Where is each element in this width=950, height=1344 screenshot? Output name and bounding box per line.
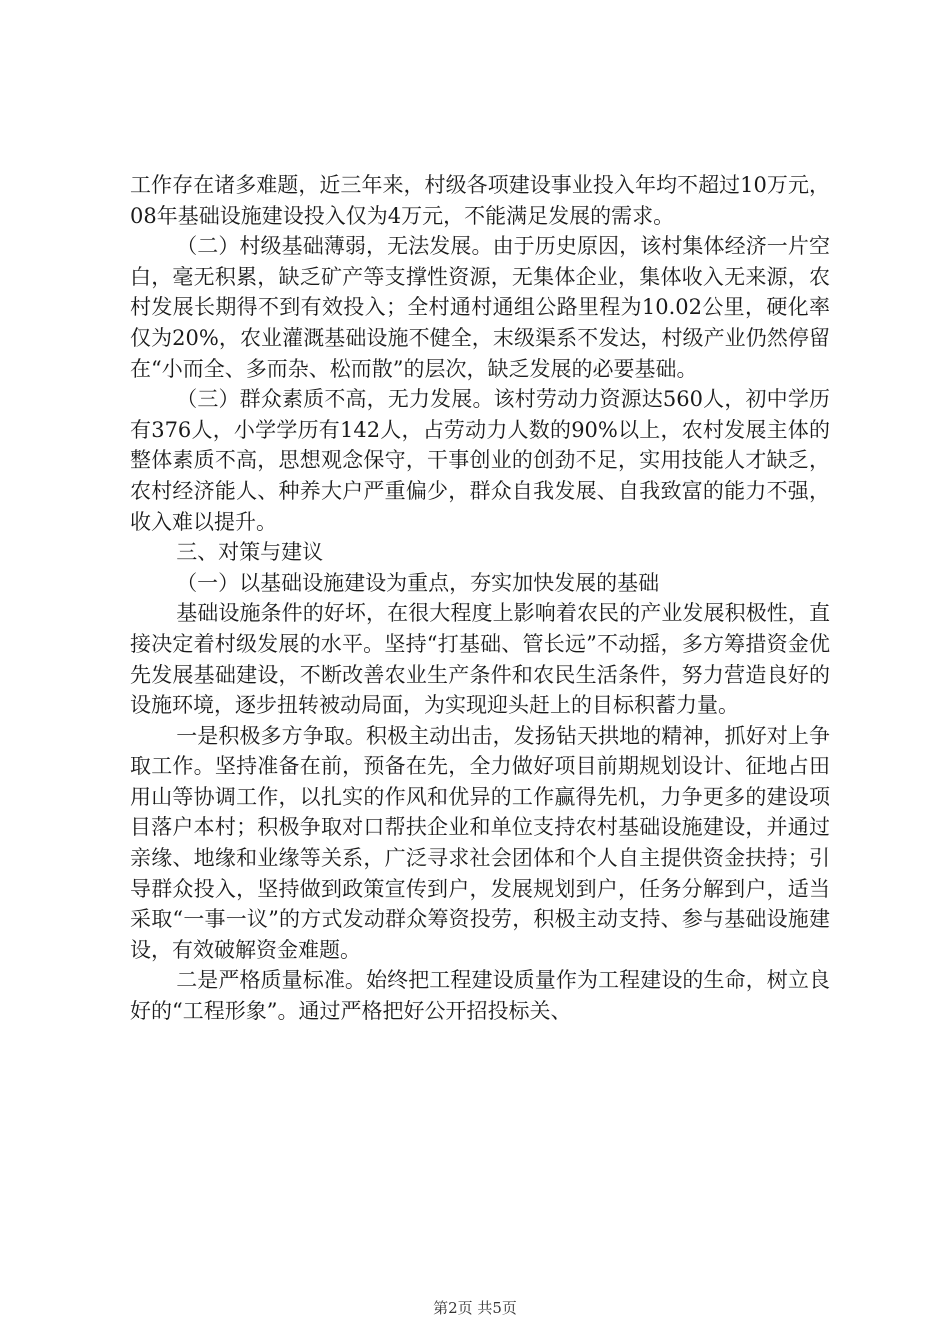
subheading-infrastructure: （一）以基础设施建设为重点，夯实加快发展的基础: [176, 570, 660, 595]
paragraph-point-2: 二是严格质量标准。始终把工程建设质量作为工程建设的生命，树立良好的“工程形象”。通过严格把好公开招投标关、: [130, 968, 830, 1024]
page-number-footer: 第2页 共5页: [433, 1299, 517, 1317]
paragraph-continuation: 工作存在诸多难题，近三年来，村级各项建设事业投入年均不超过10万元，08年基础设施建设投入仅为4万元，不能满足发展的需求。: [130, 173, 830, 228]
paragraph-infrastructure: 基础设施条件的好坏，在很大程度上影响着农民的产业发展积极性，直接决定着村级发展的水平。坚持“打基础、管长远”不动摇，多方筹措资金优先发展基础建设，不断改善农业生产条件和农民生活条件，努力营造良好的设施环境，逐步扭转被动局面，为实现迎头赶上的目标积蓄力量。: [130, 601, 830, 718]
paragraph-section-2: （二）村级基础薄弱，无法发展。由于历史原因，该村集体经济一片空白，毫无积累，缺乏矿产等支撑性资源，无集体企业，集体收入无来源，农村发展长期得不到有效投入；全村通村通组公路里程为10.02公里，硬化率仅为20%，农业灌溉基础设施不健全，末级渠系不发达，村级产业仍然停留在“小而全、多而杂、松而散”的层次，缺乏发展的必要基础。: [130, 234, 830, 381]
paragraph-point-1: 一是积极多方争取。积极主动出击，发扬钻天拱地的精神，抓好对上争取工作。坚持准备在前，预备在先，全力做好项目前期规划设计、征地占田用山等协调工作，以扎实的作风和优异的工作赢得先机，力争更多的建设项目落户本村；积极争取对口帮扶企业和单位支持农村基础设施建设，并通过亲缘、地缘和业缘等关系，广泛寻求社会团体和个人自主提供资金扶持；引导群众投入，坚持做到政策宣传到户，发展规划到户，任务分解到户，适当采取“一事一议”的方式发动群众筹资投劳，积极主动支持、参与基础设施建设，有效破解资金难题。: [130, 723, 830, 962]
document-body: [130, 170, 830, 1027]
heading-countermeasures: 三、对策与建议: [176, 540, 324, 565]
paragraph-section-3: （三）群众素质不高，无力发展。该村劳动力资源达560人，初中学历有376人，小学学历有142人，占劳动力人数的90%以上，农村发展主体的整体素质不高，思想观念保守，干事创业的创劲不足，实用技能人才缺乏，农村经济能人、种养大户严重偏少，群众自我发展、自我致富的能力不强，收入难以提升。: [130, 387, 830, 534]
